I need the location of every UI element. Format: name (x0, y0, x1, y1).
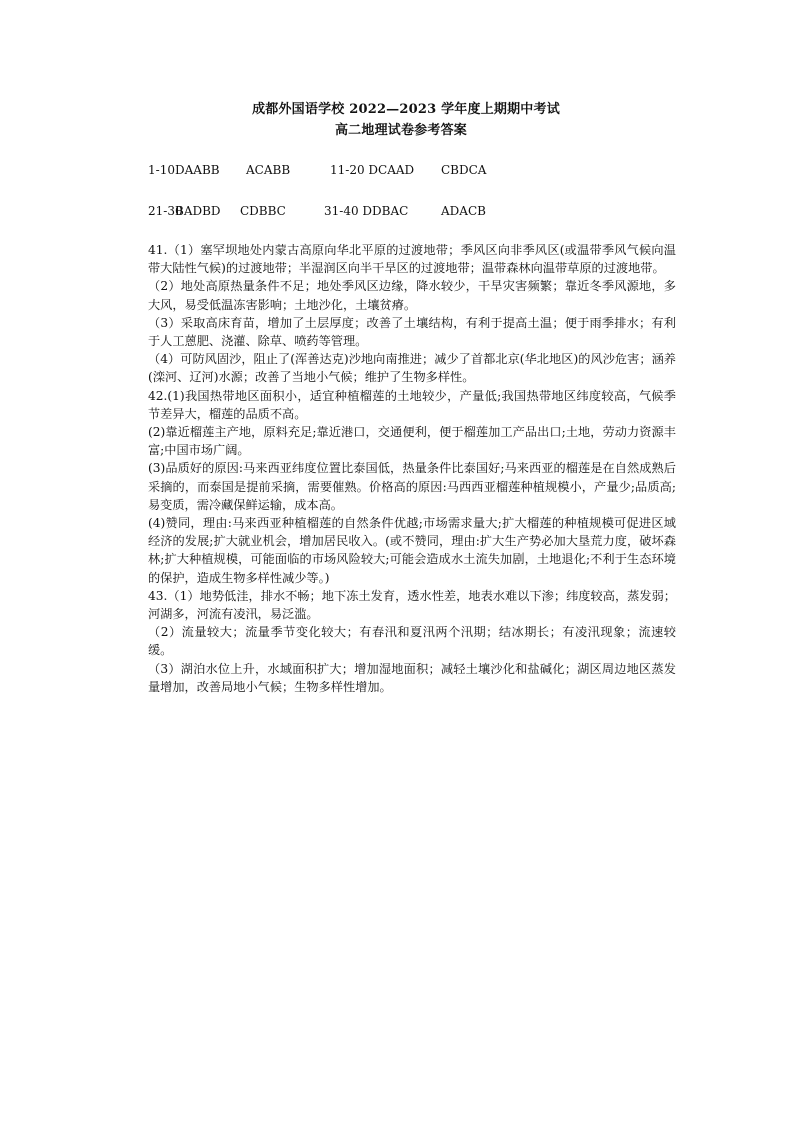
answer-group: CBDCA (441, 163, 487, 177)
answer-explanations (148, 241, 676, 696)
answer-paragraph-42-4: (4)赞同，理由:马来西亚种植榴莲的自然条件优越;市场需求量大;扩大榴莲的种植规模可促进区域经济的发展;扩大就业机会，增加居民收入。(或不赞同，理由:扩大生产势必加大垦荒力度，破坏森林;扩大种植规模，可能面临的市场风险较大;可能会造成水土流失加剧，土地退化;不利于生态环境的保护，造成生物多样性减少等。) (148, 516, 676, 585)
answer-paragraph-43-1: 43.（1）地势低洼，排水不畅；地下冻土发育，透水性差，地表水难以下渗；纬度较高，蒸发弱；河湖多，河流有凌汛，易泛滥。 (148, 588, 676, 622)
answer-paragraph-41-3: （3）采取高床育苗，增加了土层厚度；改善了土壤结构，有利于提高土温；便于雨季排水；有利于人工蒽肥、浇灌、除草、喷药等管理。 (148, 315, 676, 349)
answer-paragraph-41-2: （2）地处高原热量条件不足；地处季风区边缘，降水较少，干旱灾害频繁；靠近冬季风源地，多大风，易受低温冻害影响；土地沙化，土壤贫瘠。 (148, 279, 676, 312)
answer-paragraph-43-2: （2）流量较大；流量季节变化较大；有春汛和夏汛两个汛期；结冰期长；有凌汛现象；流速较缓。 (148, 625, 676, 658)
document-subtitle: 高二地理试卷参考答案 (334, 123, 467, 138)
document-title: 成都外国语学校 2022—2023 学年度上期期中考试 (252, 102, 560, 117)
answer-range: 21-30 (148, 204, 183, 218)
answer-paragraph-41-4: （4）可防风固沙，阻止了(浑善达克)沙地向南推进；减少了首都北京(华北地区)的风沙危害；涵养(滦河、辽河)水源；改善了当地小气候；维护了生物多样性。 (148, 352, 676, 385)
answer-paragraph-42-3: (3)品质好的原因:马来西亚纬度位置比泰国低，热量条件比泰国好;马来西亚的榴莲是在自然成熟后采摘的，而泰国是提前采摘，需要催熟。价格高的原因:马西西亚榴莲种植规模小，产量少;品质高;易变质，需冷藏保鲜运输，成本高。 (148, 461, 676, 512)
answer-range: 1-10 (148, 163, 175, 177)
answer-paragraph-42-2: (2)靠近榴莲主产地，原料充足;靠近港口，交通便利，便于榴莲加工产品出口;土地，劳动力资源丰富;中国市场广阔。 (148, 425, 676, 458)
answer-group: DAABB (175, 163, 220, 177)
answer-group: ADACB (441, 204, 486, 218)
answer-group: CDBBC (240, 204, 286, 218)
answer-paragraph-41-1: 41.（1）塞罕坝地处内蒙古高原向华北平原的过渡地带；季风区向非季风区(或温带季风气候向温带大陆性气候)的过渡地带；半湿润区向半干旱区的过渡地带；温带森林向温带草原的过渡地带。 (148, 243, 676, 276)
answer-range-group: 31-40 DDBAC (324, 204, 409, 218)
answer-group: ACABB (246, 163, 291, 177)
answer-paragraph-42-1: 42.(1)我国热带地区面积小，适宜种植榴莲的土地较少，产量低;我国热带地区纬度较高，气候季节差异大，榴莲的品质不高。 (148, 388, 676, 421)
answer-range-group: 11-20 DCAAD (330, 163, 415, 177)
answer-paragraph-43-3: （3）湖泊水位上升，水域面积扩大；增加湿地面积；减轻土壤沙化和盐碱化；湖区周边地区蒸发量增加，改善局地小气候；生物多样性增加。 (148, 661, 676, 694)
answer-group: BADBD (175, 204, 221, 218)
